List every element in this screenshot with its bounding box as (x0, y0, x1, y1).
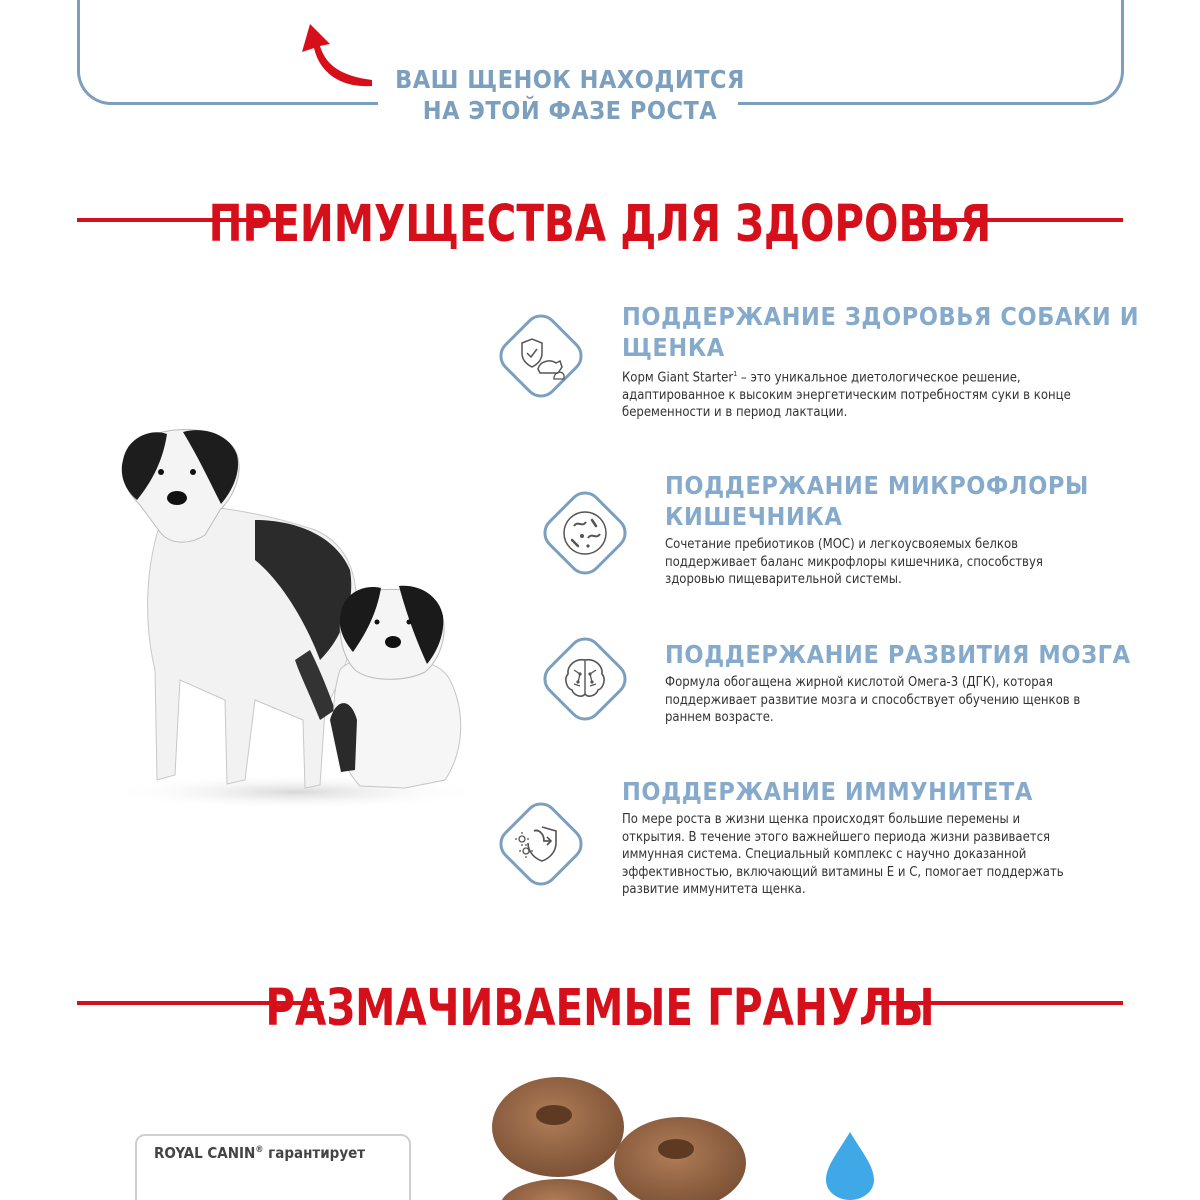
benefit-2-text (665, 536, 1165, 589)
growth-phase-line-2: НА ЭТОЙ ФАЗЕ РОСТА (422, 96, 718, 125)
benefit-1-title-line-1: ПОДДЕРЖАНИЕ ЗДОРОВЬЯ СОБАКИ И (622, 302, 1140, 331)
benefit-4-text-line-1: По мере роста в жизни щенка происходят большие перемены и (622, 812, 1021, 827)
benefit-4-text-line-4: эффективностью, включающий витамины Е и С, помогает поддержать (622, 864, 1064, 880)
benefit-1-title-line-2: ЩЕНКА (622, 333, 725, 362)
brand-name: ROYAL CANIN (154, 1144, 256, 1162)
benefit-1-text-line-2: адаптированное к высоким энергетическим потребностям суки в конце (622, 387, 1071, 403)
saint-bernard-dogs-photo (105, 420, 485, 810)
benefit-3-text-line-3: раннем возрасте. (665, 710, 774, 725)
benefit-4-title: ПОДДЕРЖАНИЕ ИММУНИТЕТА (622, 777, 1033, 806)
benefit-3-text (665, 674, 1165, 727)
benefit-1-title (622, 301, 1182, 363)
benefit-4-text (622, 811, 1182, 899)
brain-icon (542, 636, 628, 722)
benefit-4-text-line-2: открытия. В течение этого важнейшего периода жизни развивается (622, 829, 1051, 845)
benefit-1-text-line-3: беременности и в период лактации. (622, 405, 848, 421)
benefit-2-text-line-3: здоровью пищеварительной системы. (665, 572, 902, 587)
benefit-2-text-line-1: Сочетание пребиотиков (МОС) и легкоусвояемых белков (665, 537, 1019, 552)
immune-shield-icon (498, 801, 584, 887)
growth-phase-note (340, 64, 800, 126)
growth-phase-line-1: ВАШ ЩЕНОК НАХОДИТСЯ (395, 65, 745, 94)
benefit-2-title-line-1: ПОДДЕРЖАНИЕ МИКРОФЛОРЫ (665, 471, 1089, 500)
microflora-icon (542, 490, 628, 576)
guarantee-box (135, 1134, 411, 1200)
benefit-2-title (665, 470, 1185, 532)
benefit-3-text-line-2: поддерживает развитие мозга и способствует обучению щенков в (665, 692, 1081, 708)
benefit-1-text-line-1: Корм Giant Starter$^1$ – это уникальное диетологическое решение, (622, 370, 1021, 386)
benefit-3-title: ПОДДЕРЖАНИЕ РАЗВИТИЯ МОЗГА (665, 640, 1131, 669)
dog-and-puppy-shield-icon (498, 313, 584, 399)
kibble-granules-photo (470, 1075, 770, 1200)
kibble-section-title: РАЗМАЧИВАЕМЫЕ ГРАНУЛЫ (265, 977, 935, 1038)
benefit-2-title-line-2: КИШЕЧНИКА (665, 502, 843, 531)
benefit-3-text-line-1: Формула обогащена жирной кислотой Омега-3 (ДГК), которая (665, 675, 1053, 690)
water-drop-icon (820, 1130, 880, 1200)
health-section-title: ПРЕИМУЩЕСТВА ДЛЯ ЗДОРОВЬЯ (208, 193, 992, 254)
registered-mark: ® (255, 1145, 264, 1155)
benefit-4-text-line-3: иммунная система. Специальный комплекс с научно доказанной (622, 847, 1027, 862)
guarantee-text: гарантирует (263, 1144, 366, 1162)
benefit-2-text-line-2: поддерживает баланс микрофлоры кишечника, способствуя (665, 554, 1043, 570)
benefit-1-text (622, 366, 1142, 422)
benefit-4-text-line-5: развитие иммунитета щенка. (622, 882, 806, 897)
footnote-mark: 1 (733, 370, 738, 378)
